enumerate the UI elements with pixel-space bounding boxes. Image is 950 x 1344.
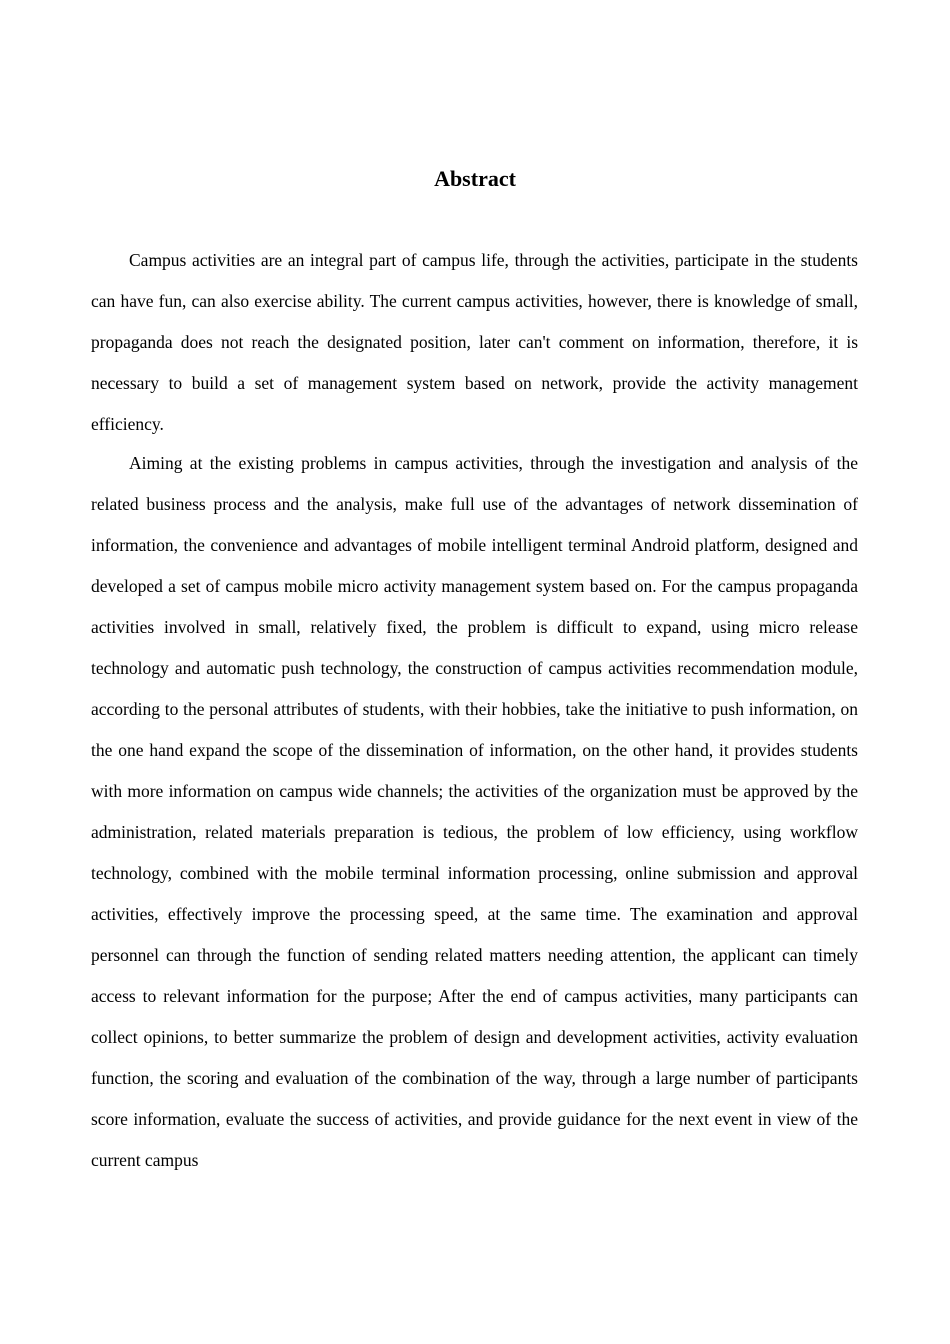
paragraph-1: Campus activities are an integral part of campus life, through the activities, participate in the students can have fun, can also exercise ability. The current campus activities, however, there is knowledge of small, propaganda does not reach the designated position, later can't comment on information, therefore, it is necessary to build a set of management system based on network, provide the activity management efficiency. — [91, 250, 858, 434]
abstract-title: Abstract — [434, 166, 516, 191]
abstract-body — [91, 240, 858, 1222]
paragraph-2: Aiming at the existing problems in campus activities, through the investigation and analysis of the related business process and the analysis, make full use of the advantages of network dissemination of information, the convenience and advantages of mobile intelligent terminal Android platform, designed and developed a set of campus mobile micro activity management system based on. For the campus propaganda activities involved in small, relatively fixed, the problem is difficult to expand, using micro release technology and automatic push technology, the construction of campus activities recommendation module, according to the personal attributes of students, with their hobbies, take the initiative to push information, on the one hand expand the scope of the dissemination of information, on the other hand, it provides students with more information on campus wide channels; the activities of the organization must be approved by the administration, related materials preparation is tedious, the problem of low efficiency, using workflow technology, combined with the mobile terminal information processing, online submission and approval activities, effectively improve the processing speed, at the same time. The examination and approval personnel can through the function of sending related matters needing attention, the applicant can timely access to relevant information for the purpose; After the end of campus activities, many participants can collect opinions, to better summarize the problem of design and development activities, activity evaluation function, the scoring and evaluation of the combination of the way, through a large number of participants score information, evaluate the success of activities, and provide guidance for the next event in view of the current campus — [91, 453, 858, 1170]
